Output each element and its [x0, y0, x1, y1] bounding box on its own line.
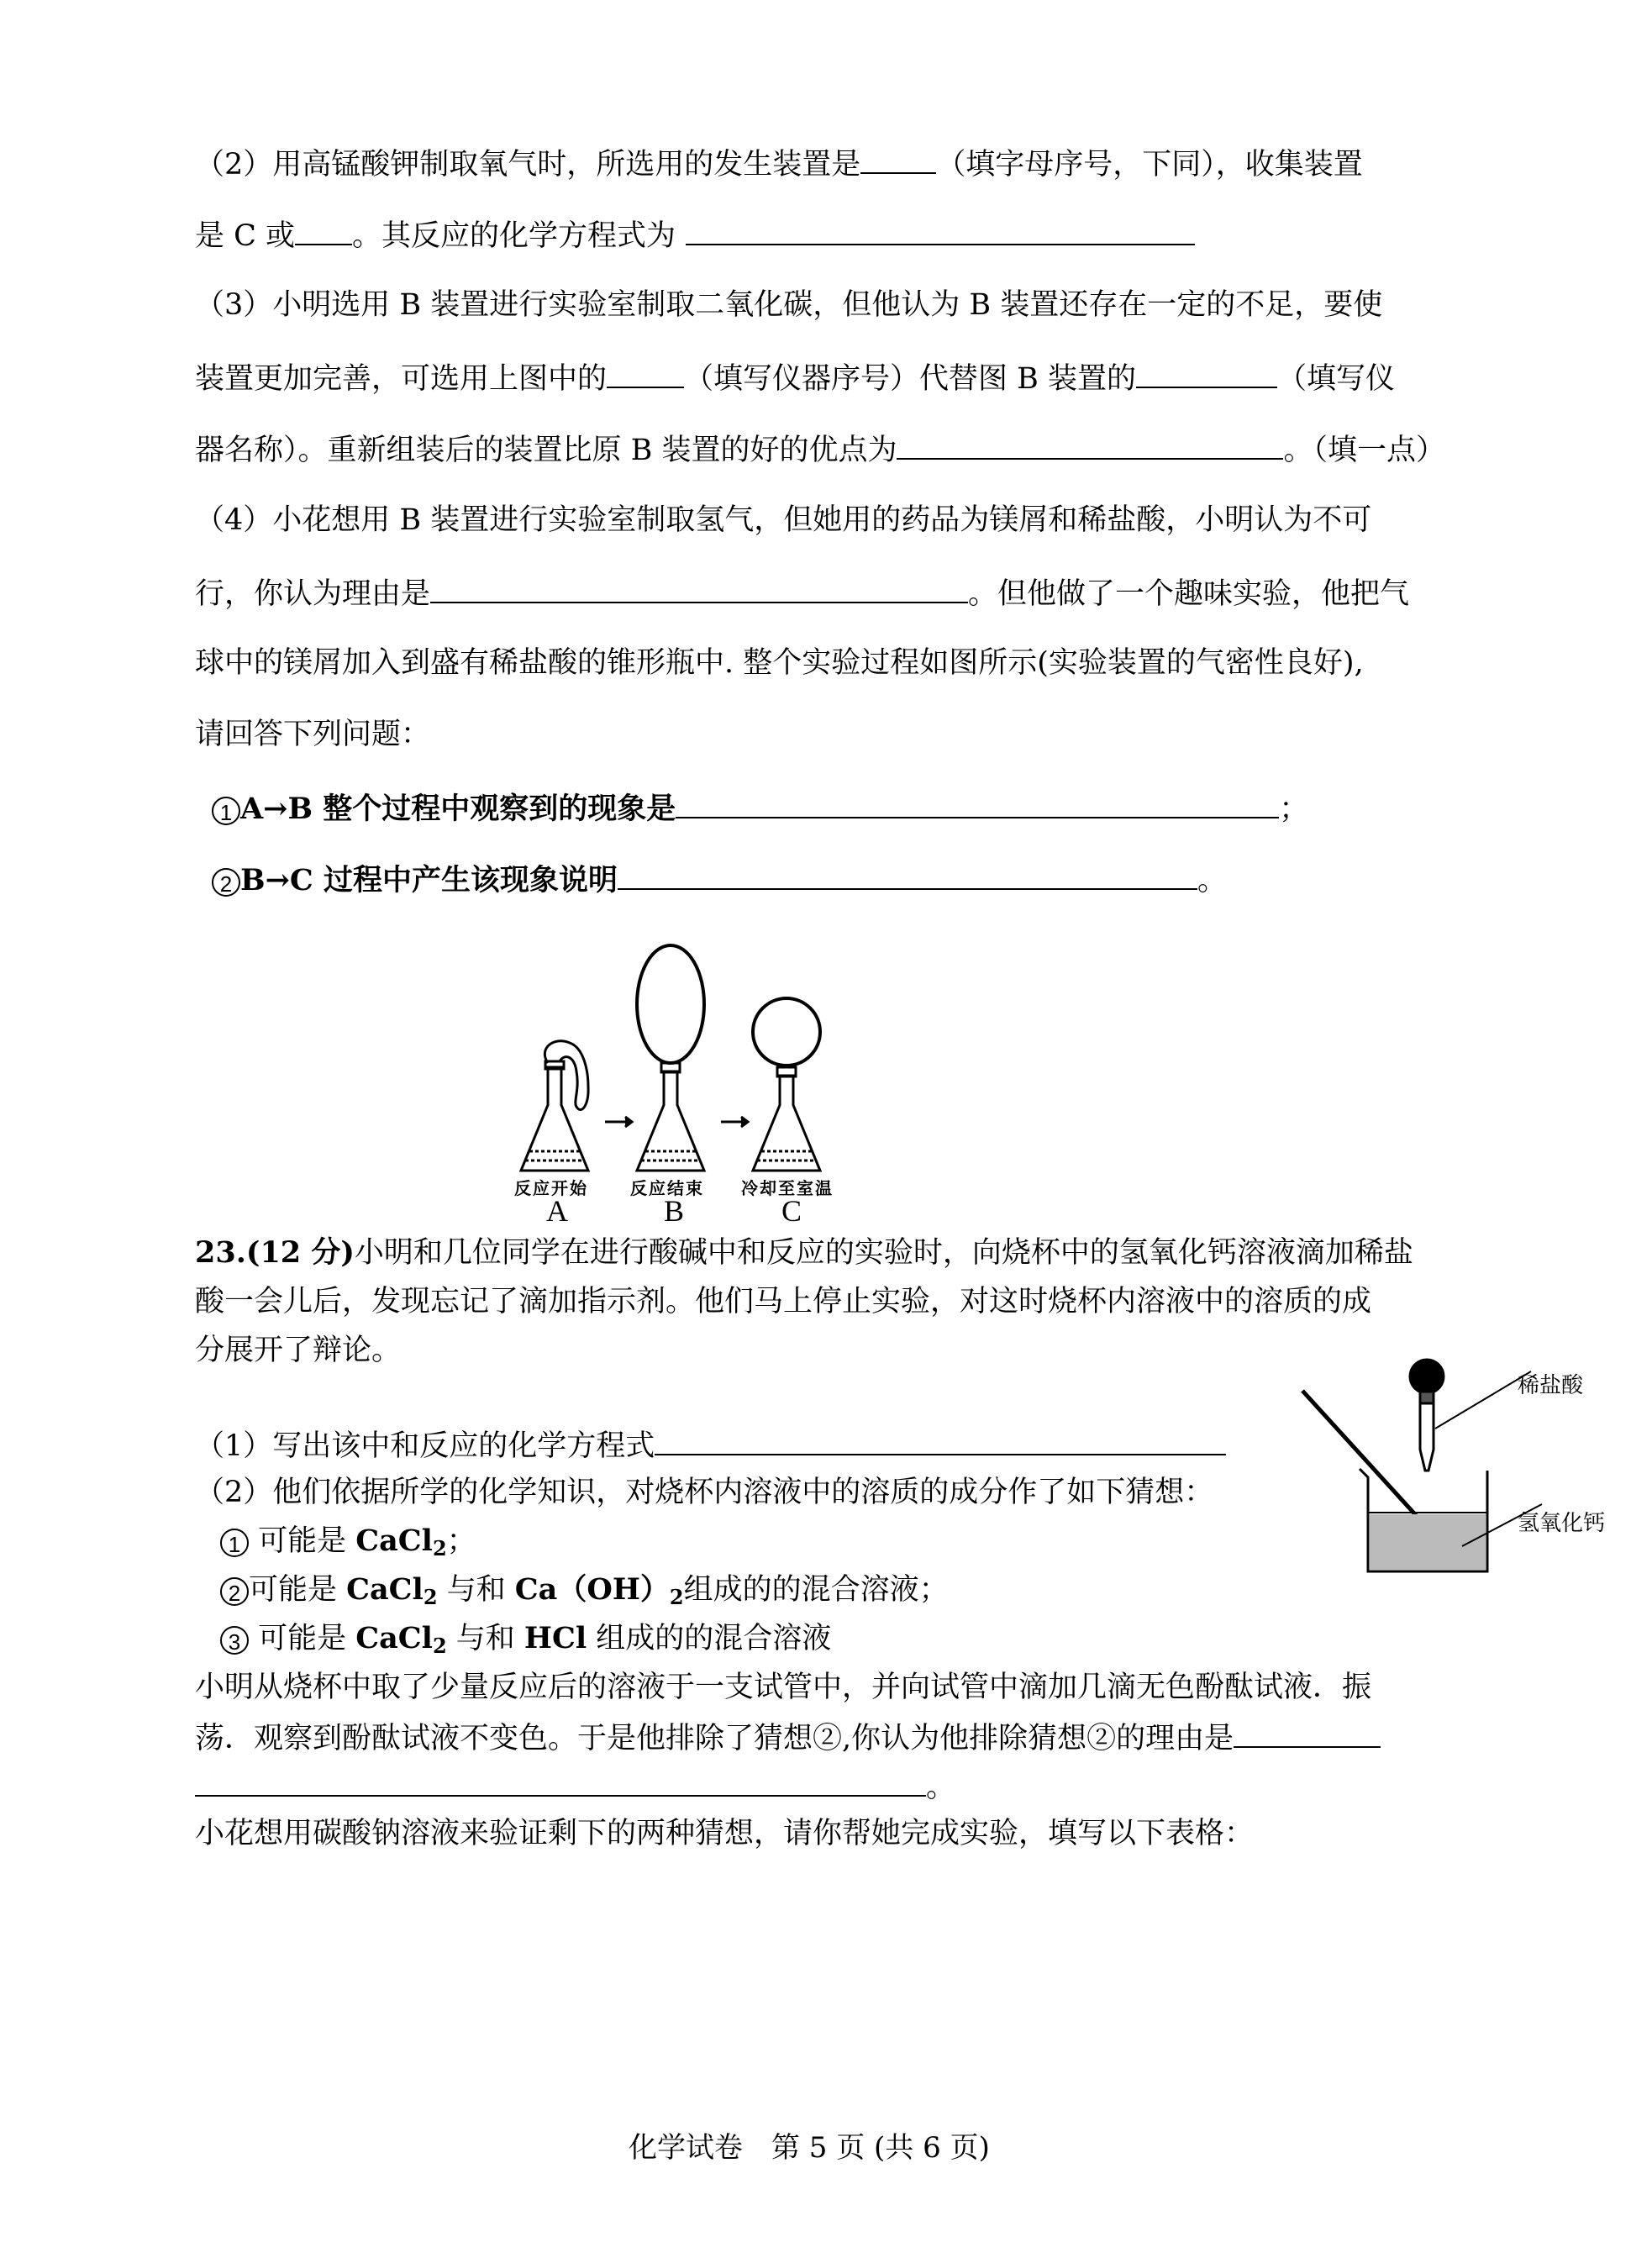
q23-p3-line1: [195, 1669, 1371, 1706]
guess-3-conj: 与和: [446, 1622, 524, 1655]
guess-2-text: 可能是: [249, 1573, 347, 1607]
q4-text-2a: 行，你认为理由是: [195, 577, 431, 611]
guess-3: [220, 1620, 831, 1665]
q3-text-2c: （填写仪: [1277, 362, 1396, 396]
q4-text-3: 球中的镁屑加入到盛有稀盐酸的锥形瓶中. 整个实验过程如图所示(实验装置的气密性良好),: [195, 646, 1364, 680]
q4-reason-blank[interactable]: [430, 573, 968, 603]
subscript: 2: [423, 1585, 438, 1609]
caoh2-formula: Ca（OH）: [514, 1572, 670, 1607]
q4-line4: [195, 716, 430, 753]
q23-p2: [195, 1474, 1213, 1511]
flask-c: [753, 998, 820, 1171]
q3-instrument-name-blank[interactable]: [1136, 358, 1277, 388]
q4-sub1: [212, 788, 1308, 828]
q23-text-1: 小明和几位同学在进行酸碱中和反应的实验时，向烧杯中的氢氧化钙溶液滴加稀盐: [354, 1236, 1413, 1270]
q23-p2-text: （2）他们依据所学的化学知识，对烧杯内溶液中的溶质的成分作了如下猜想：: [195, 1476, 1214, 1509]
label-calcium-hydroxide: 氢氧化钙: [1518, 1511, 1606, 1536]
q2-text-c: 是 C 或: [195, 219, 296, 253]
q23-p3-text-2: 荡．观察到酚酞试液不变色。于是他排除了猜想②,你认为他排除猜想②的理由是: [195, 1722, 1234, 1755]
q4-line1: [195, 502, 1371, 539]
q4-explanation-blank[interactable]: [618, 860, 1197, 890]
guess-2: [220, 1571, 949, 1616]
circled-number-g2: 2: [220, 1577, 249, 1606]
q3-line2: [195, 358, 1395, 397]
q23-p1-text: （1）写出该中和反应的化学方程式: [195, 1429, 655, 1463]
label-b: B: [664, 1194, 685, 1228]
q4-line2: [195, 573, 1409, 613]
q4-text-2b: 。但他做了一个趣味实验，他把气: [968, 577, 1410, 611]
q23-text-2: 酸一会儿后，发现忘记了滴加指示剂。他们马上停止实验，对这时烧杯内溶液中的溶质的成: [195, 1285, 1372, 1318]
guess-1-text: 可能是: [249, 1524, 356, 1558]
q3-text-2b: （填写仪器序号）代替图 B 装置的: [684, 362, 1136, 396]
q2-line1: [195, 144, 1363, 183]
q4-text-1: （4）小花想用 B 装置进行实验室制取氢气，但她用的药品为镁屑和稀盐酸，小明认为不可: [195, 503, 1372, 537]
subscript: 2: [432, 1536, 447, 1560]
subscript: 2: [669, 1585, 684, 1609]
label-dilute-hcl: 稀盐酸: [1518, 1373, 1584, 1398]
cacl2-formula: CaCl: [355, 1621, 433, 1655]
guess-1: [220, 1523, 476, 1567]
cacl2-formula: CaCl: [346, 1572, 424, 1607]
hcl-formula: HCl: [523, 1621, 587, 1655]
label-c: C: [781, 1194, 802, 1228]
q3-text-3b: 。（填一点）: [1283, 434, 1445, 467]
q4-sub2-text: B→C 过程中产生该现象说明: [240, 863, 618, 897]
q4-sub1-end: ；: [1279, 792, 1309, 826]
q4-line3: [195, 645, 1364, 682]
guess-1-end: ；: [446, 1524, 476, 1558]
q23-text-3: 分展开了辩论。: [195, 1334, 402, 1367]
flask-b: [637, 945, 704, 1171]
q4-sub2-end: 。: [1197, 864, 1227, 897]
q4-sub2: [212, 860, 1227, 899]
caption-cool-to-room-temp: 冷却至室温: [741, 1178, 834, 1198]
q23-line2: [195, 1283, 1371, 1320]
label-a: A: [546, 1194, 568, 1228]
q23-p4: [195, 1815, 1254, 1852]
guess-3-text: 可能是: [249, 1622, 356, 1655]
q2-line2: [195, 215, 1195, 255]
q23-p3-line3: [195, 1766, 955, 1806]
q3-line3: [195, 429, 1445, 469]
guess-3-end: 组成的的混合溶液: [587, 1622, 832, 1655]
q3-text-1: （3）小明选用 B 装置进行实验室制取二氧化碳，但他认为 B 装置还存在一定的不足，要使: [195, 288, 1383, 322]
q2-text-b: （填字母序号，下同），收集装置: [936, 148, 1363, 182]
q23-p3-text-1: 小明从烧杯中取了少量反应后的溶液于一支试管中，并向试管中滴加几滴无色酚酞试液．振: [195, 1671, 1372, 1704]
q3-text-3a: 器名称）。重新组装后的装置比原 B 装置的好的优点为: [195, 434, 897, 467]
q3-text-2a: 装置更加完善，可选用上图中的: [195, 362, 608, 396]
q3-instrument-number-blank[interactable]: [607, 358, 684, 388]
q23-p3-end: 。: [926, 1771, 956, 1804]
q23-p1: [195, 1425, 1226, 1465]
page-footer: 化学试卷 第 5 页 (共 6 页): [629, 2131, 990, 2165]
circled-number-2: 2: [212, 868, 240, 897]
q3-advantage-blank[interactable]: [897, 429, 1283, 460]
q2-text-d: 。其反应的化学方程式为: [352, 219, 676, 253]
cacl2-formula: CaCl: [355, 1524, 433, 1558]
flask-a: [521, 1041, 588, 1171]
q23-reason-blank-b[interactable]: [195, 1766, 926, 1797]
q23-line3: [195, 1332, 401, 1369]
q4-phenomenon-blank[interactable]: [676, 788, 1279, 818]
q2-text-a: （2）用高锰酸钾制取氧气时，所选用的发生装置是: [195, 148, 861, 182]
q23-line1: [195, 1234, 1413, 1271]
q2-generator-blank[interactable]: [860, 144, 936, 174]
circled-number-1: 1: [212, 797, 240, 825]
subscript: 2: [432, 1634, 447, 1658]
q4-text-4: 请回答下列问题：: [195, 718, 431, 751]
caption-reaction-start: 反应开始: [514, 1178, 588, 1198]
q23-equation-blank[interactable]: [655, 1425, 1226, 1455]
circled-number-g3: 3: [220, 1626, 249, 1655]
q2-equation-blank[interactable]: [686, 215, 1195, 245]
circled-number-g1: 1: [220, 1529, 249, 1557]
q4-sub1-text: A→B 整个过程中观察到的现象是: [240, 792, 676, 826]
guess-2-conj: 与和: [437, 1573, 515, 1607]
caption-reaction-end: 反应结束: [630, 1178, 704, 1198]
q23-number: 23.(12 分): [195, 1235, 355, 1270]
q2-collect-blank[interactable]: [295, 215, 352, 245]
q23-p4-text: 小花想用碳酸钠溶液来验证剩下的两种猜想，请你帮她完成实验，填写以下表格：: [195, 1817, 1255, 1850]
q3-line1: [195, 287, 1382, 324]
q23-reason-blank-a[interactable]: [1234, 1718, 1381, 1748]
guess-2-end: 组成的的混合溶液；: [683, 1573, 949, 1607]
q23-p3-line2: [195, 1718, 1381, 1757]
